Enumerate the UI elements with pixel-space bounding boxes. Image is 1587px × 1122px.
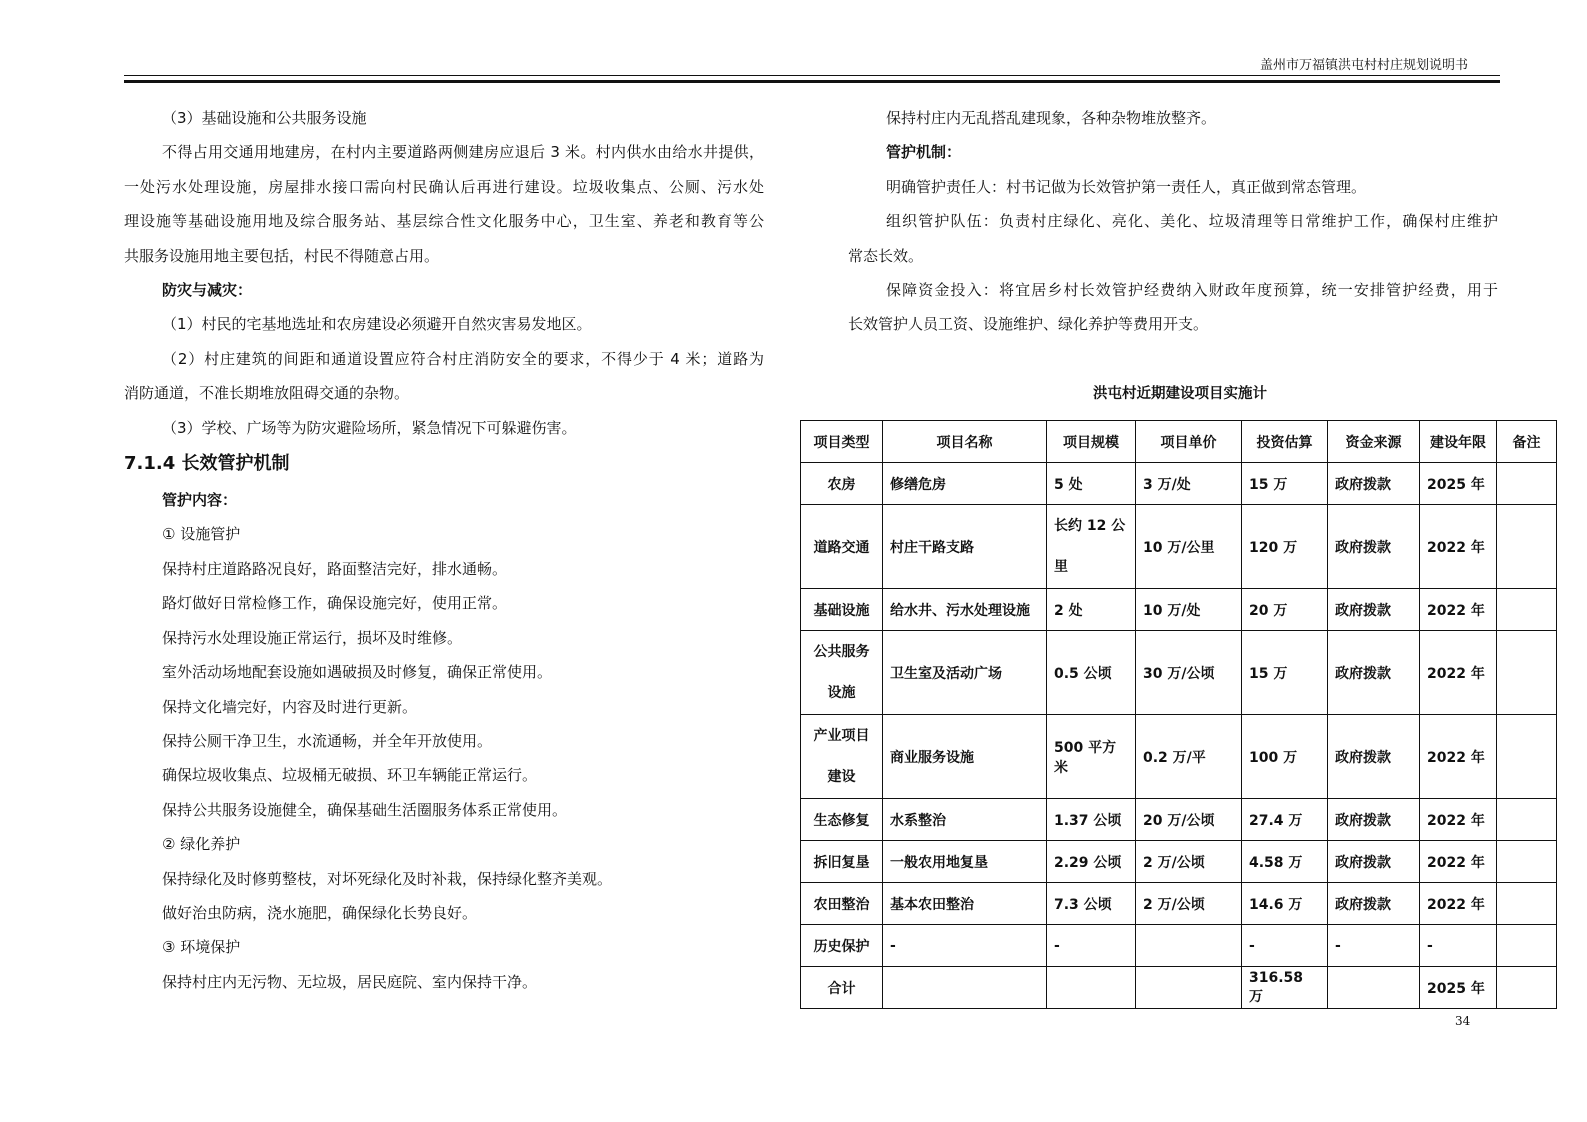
cell-project-name: 水系整治 xyxy=(883,799,1047,841)
left-column xyxy=(124,101,764,999)
table-title: 洪屯村近期建设项目实施计 xyxy=(1093,386,1267,402)
table-row xyxy=(801,841,1557,883)
cell-build-year: 2022 年 xyxy=(1420,841,1497,883)
mechanism-item-3: 保障资金投入：将宜居乡村长效管护经费纳入财政年度预算，统一安排管护经费，用于 xyxy=(886,281,1498,300)
greening-care-line: 保持绿化及时修剪整枝，对坏死绿化及时补栽，保持绿化整齐美观。 xyxy=(162,869,613,888)
table-header-cell: 备注 xyxy=(1497,421,1557,463)
cell-project-name: 修缮危房 xyxy=(883,463,1047,505)
cell-project-type: 历史保护 xyxy=(801,925,883,967)
cell-project-scale: 1.37 公顷 xyxy=(1047,799,1136,841)
cell-build-year: 2022 年 xyxy=(1420,715,1497,799)
cell-investment: 27.4 万 xyxy=(1242,799,1328,841)
cell-project-type: 基础设施 xyxy=(801,589,883,631)
mechanism-item-2: 组织管护队伍：负责村庄绿化、亮化、美化、垃圾清理等日常维护工作，确保村庄维护 xyxy=(886,212,1498,231)
cell-project-scale: 500 平方米 xyxy=(1047,715,1136,799)
page-number: 34 xyxy=(1455,1014,1471,1028)
cell-note xyxy=(1497,841,1557,883)
cell-build-year: 2022 年 xyxy=(1420,631,1497,715)
cell-project-name: 基本农田整治 xyxy=(883,883,1047,925)
cell-unit-price: 2 万/公顷 xyxy=(1136,883,1242,925)
cell-unit-price xyxy=(1136,925,1242,967)
cell-fund-source: 政府拨款 xyxy=(1328,631,1420,715)
content-heading: 管护内容： xyxy=(162,491,238,510)
greening-care-heading: ② 绿化养护 xyxy=(162,835,241,854)
cell-project-type: 拆旧复垦 xyxy=(801,841,883,883)
facility-care-line: 保持村庄道路路况良好，路面整洁完好，排水通畅。 xyxy=(162,559,508,578)
facility-care-line: 室外活动场地配套设施如遇破损及时修复，确保正常使用。 xyxy=(162,663,553,682)
table-header-cell: 投资估算 xyxy=(1242,421,1328,463)
cell-note xyxy=(1497,463,1557,505)
cell-unit-price: 10 万/公里 xyxy=(1136,505,1242,589)
facility-care-heading: ① 设施管护 xyxy=(162,525,241,544)
table-row xyxy=(801,925,1557,967)
cell-note xyxy=(1497,505,1557,589)
table-row xyxy=(801,589,1557,631)
cell-investment: 316.58 万 xyxy=(1242,967,1328,1009)
cell-fund-source: 政府拨款 xyxy=(1328,589,1420,631)
cell-fund-source: 政府拨款 xyxy=(1328,463,1420,505)
cell-investment: 15 万 xyxy=(1242,463,1328,505)
infra-heading: （3）基础设施和公共服务设施 xyxy=(162,109,367,127)
facility-care-line: 确保垃圾收集点、垃圾桶无破损、环卫车辆能正常运行。 xyxy=(162,766,538,785)
table-header-cell: 项目规模 xyxy=(1047,421,1136,463)
cell-project-scale: 0.5 公顷 xyxy=(1047,631,1136,715)
infra-line: 一处污水处理设施，房屋排水接口需向村民确认后再进行建设。垃圾收集点、公厕、污水处 xyxy=(124,177,764,196)
table-header-cell: 项目单价 xyxy=(1136,421,1242,463)
cell-fund-source: 政府拨款 xyxy=(1328,841,1420,883)
cell-investment: - xyxy=(1242,925,1328,967)
cell-investment: 15 万 xyxy=(1242,631,1328,715)
cell-build-year: 2022 年 xyxy=(1420,589,1497,631)
cell-build-year: 2022 年 xyxy=(1420,799,1497,841)
facility-care-line: 保持文化墙完好，内容及时进行更新。 xyxy=(162,697,418,716)
infra-line: 共服务设施用地主要包括，村民不得随意占用。 xyxy=(124,246,440,265)
cell-note xyxy=(1497,883,1557,925)
cell-fund-source: - xyxy=(1328,925,1420,967)
section-heading: 7.1.4 长效管护机制 xyxy=(124,453,290,475)
mechanism-item-3-cont: 长效管护人员工资、设施维护、绿化养护等费用开支。 xyxy=(848,315,1209,334)
header-rule-thin xyxy=(124,75,1500,76)
cell-build-year: 2022 年 xyxy=(1420,883,1497,925)
cell-fund-source: 政府拨款 xyxy=(1328,715,1420,799)
cell-project-type: 道路交通 xyxy=(801,505,883,589)
cell-fund-source: 政府拨款 xyxy=(1328,505,1420,589)
environment-care-heading: ③ 环境保护 xyxy=(162,938,241,957)
cell-unit-price: 30 万/公顷 xyxy=(1136,631,1242,715)
cell-investment: 4.58 万 xyxy=(1242,841,1328,883)
cell-project-type: 产业项目 建设 xyxy=(801,715,883,799)
cell-note xyxy=(1497,967,1557,1009)
cell-build-year: 2022 年 xyxy=(1420,505,1497,589)
cell-build-year: 2025 年 xyxy=(1420,463,1497,505)
greening-care-line: 做好治虫防病，浇水施肥，确保绿化长势良好。 xyxy=(162,903,478,922)
mechanism-item-1: 明确管护责任人：村书记做为长效管护第一责任人，真正做到常态管理。 xyxy=(886,177,1367,196)
table-row xyxy=(801,967,1557,1009)
cell-project-type: 农田整治 xyxy=(801,883,883,925)
header-rule-thick xyxy=(124,80,1500,83)
table-header-cell: 资金来源 xyxy=(1328,421,1420,463)
table-header-cell: 项目类型 xyxy=(801,421,883,463)
environment-care-line: 保持村庄内无污物、无垃圾，居民庭院、室内保持干净。 xyxy=(162,972,538,991)
table-row xyxy=(801,883,1557,925)
cell-investment: 120 万 xyxy=(1242,505,1328,589)
table-row xyxy=(801,799,1557,841)
cell-investment: 100 万 xyxy=(1242,715,1328,799)
cell-unit-price: 2 万/公顷 xyxy=(1136,841,1242,883)
cell-project-name: - xyxy=(883,925,1047,967)
table-row xyxy=(801,463,1557,505)
cell-fund-source: 政府拨款 xyxy=(1328,883,1420,925)
cell-project-scale: 2.29 公顷 xyxy=(1047,841,1136,883)
cell-note xyxy=(1497,715,1557,799)
mechanism-heading: 管护机制： xyxy=(886,143,962,162)
table-row xyxy=(801,715,1557,799)
cell-project-scale: 7.3 公顷 xyxy=(1047,883,1136,925)
cell-unit-price: 10 万/处 xyxy=(1136,589,1242,631)
facility-care-line: 保持公厕干净卫生，水流通畅，并全年开放使用。 xyxy=(162,731,493,750)
cell-project-scale: 5 处 xyxy=(1047,463,1136,505)
disaster-item-2: （2）村庄建筑的间距和通道设置应符合村庄消防安全的要求，不得少于 4 米；道路为 xyxy=(162,349,764,368)
cell-project-name xyxy=(883,967,1047,1009)
cell-project-name: 村庄干路支路 xyxy=(883,505,1047,589)
cell-project-type: 生态修复 xyxy=(801,799,883,841)
infra-line: 理设施等基础设施用地及综合服务站、基层综合性文化服务中心，卫生室、养老和教育等公 xyxy=(124,212,764,231)
table-header-row xyxy=(801,421,1557,463)
document-header-title: 盖州市万福镇洪屯村村庄规划说明书 xyxy=(1259,58,1468,73)
cell-project-type: 合计 xyxy=(801,967,883,1009)
cell-project-scale: 长约 12 公 里 xyxy=(1047,505,1136,589)
cell-project-scale xyxy=(1047,967,1136,1009)
infra-line: 不得占用交通用地建房，在村内主要道路两侧建房应退后 3 米。村内供水由给水井提供， xyxy=(162,143,764,162)
disaster-item-1: （1）村民的宅基地选址和农房建设必须避开自然灾害易发地区。 xyxy=(162,315,592,334)
cell-note xyxy=(1497,799,1557,841)
disaster-item-3: （3）学校、广场等为防灾避险场所，紧急情况下可躲避伤害。 xyxy=(162,418,577,437)
facility-care-line: 保持污水处理设施正常运行，损坏及时维修。 xyxy=(162,628,463,647)
cell-note xyxy=(1497,925,1557,967)
cell-project-scale: - xyxy=(1047,925,1136,967)
cell-fund-source: 政府拨款 xyxy=(1328,799,1420,841)
facility-care-line: 保持公共服务设施健全，确保基础生活圈服务体系正常使用。 xyxy=(162,800,568,819)
cell-note xyxy=(1497,631,1557,715)
cell-investment: 14.6 万 xyxy=(1242,883,1328,925)
cell-note xyxy=(1497,589,1557,631)
table-row xyxy=(801,505,1557,589)
cell-project-name: 商业服务设施 xyxy=(883,715,1047,799)
cell-project-type: 农房 xyxy=(801,463,883,505)
project-table xyxy=(800,420,1557,1009)
cell-project-name: 一般农用地复垦 xyxy=(883,841,1047,883)
table-header-cell: 项目名称 xyxy=(883,421,1047,463)
disaster-item-2-cont: 消防通道，不准长期堆放阻碍交通的杂物。 xyxy=(124,384,410,403)
cell-unit-price: 3 万/处 xyxy=(1136,463,1242,505)
cell-project-name: 给水井、污水处理设施 xyxy=(883,589,1047,631)
cell-build-year: 2025 年 xyxy=(1420,967,1497,1009)
cell-project-scale: 2 处 xyxy=(1047,589,1136,631)
right-column xyxy=(848,101,1498,342)
environment-care-line: 保持村庄内无乱搭乱建现象，各种杂物堆放整齐。 xyxy=(886,109,1217,127)
cell-investment: 20 万 xyxy=(1242,589,1328,631)
disaster-heading: 防灾与减灾： xyxy=(162,281,253,300)
cell-unit-price xyxy=(1136,967,1242,1009)
table-header-cell: 建设年限 xyxy=(1420,421,1497,463)
cell-build-year: - xyxy=(1420,925,1497,967)
cell-fund-source xyxy=(1328,967,1420,1009)
cell-unit-price: 0.2 万/平 xyxy=(1136,715,1242,799)
cell-unit-price: 20 万/公顷 xyxy=(1136,799,1242,841)
table-row xyxy=(801,631,1557,715)
cell-project-name: 卫生室及活动广场 xyxy=(883,631,1047,715)
mechanism-item-2-cont: 常态长效。 xyxy=(848,246,924,265)
facility-care-line: 路灯做好日常检修工作，确保设施完好，使用正常。 xyxy=(162,594,508,613)
cell-project-type: 公共服务 设施 xyxy=(801,631,883,715)
